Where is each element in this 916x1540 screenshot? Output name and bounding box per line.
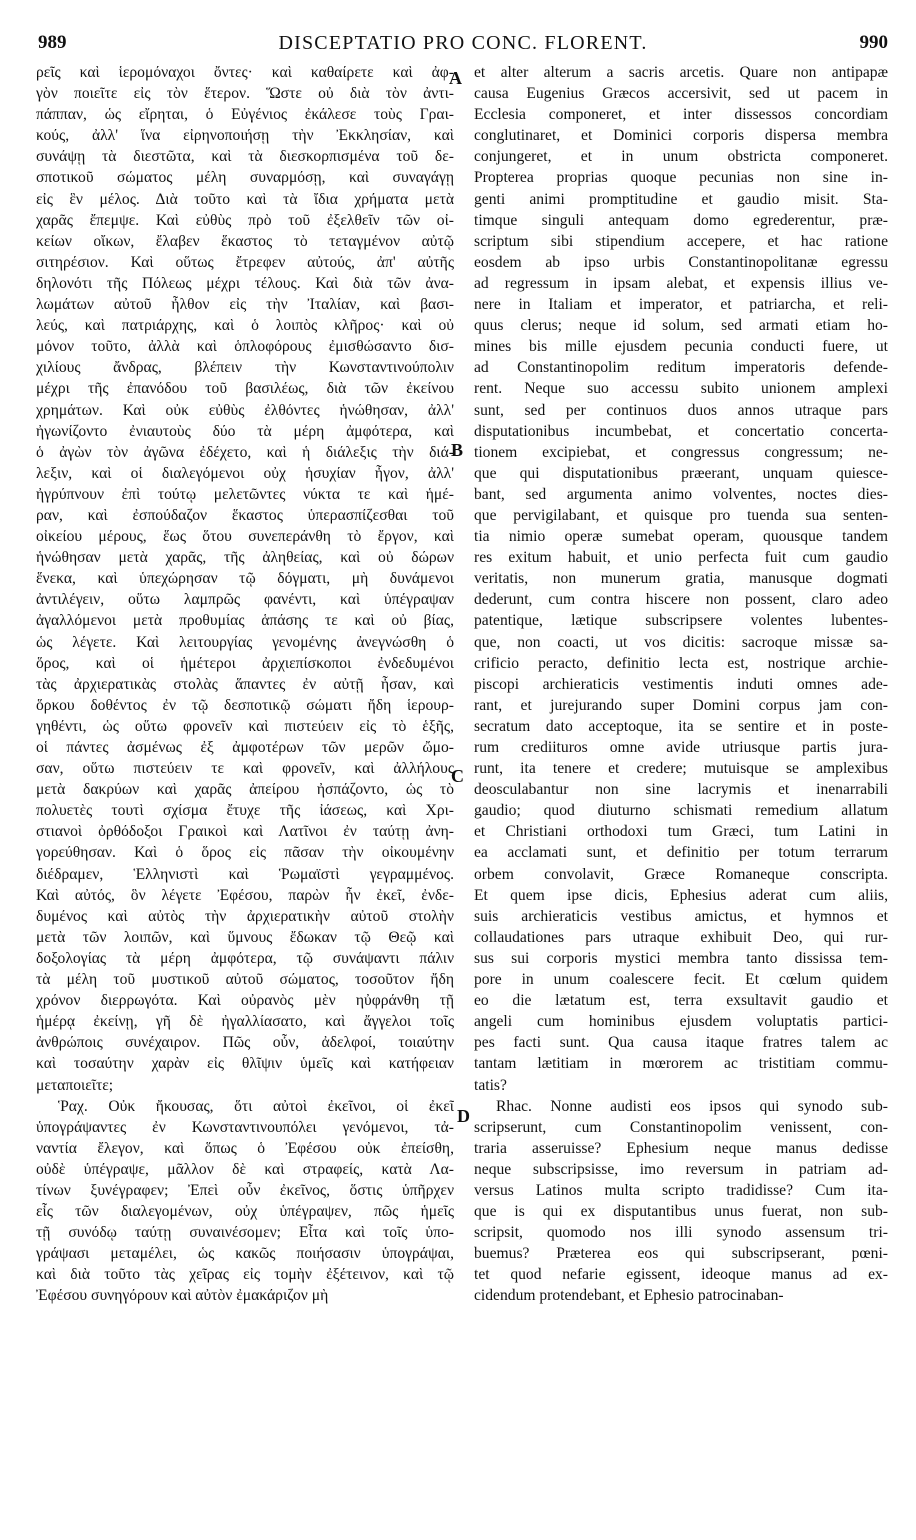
text-line: eo die lætatum est, terra exsultavit gaudio et [474, 992, 888, 1010]
text-line: tet quod nefarie egissent, ideoque manus ad ex- [474, 1266, 888, 1284]
text-line: pes facti sunt. Qua causa itaque fratres talem ac [474, 1034, 888, 1052]
text-line: conjungeret, et in unum obstricta componeret. [474, 148, 888, 166]
text-line: scripserunt, cum Constantinopolim venissent, con- [474, 1118, 888, 1136]
page-number-right: 990 [859, 32, 888, 53]
text-line: εἰς ἓν μέλος. Διὰ τοῦτο καὶ τὰ ἴδια χρήματα μετὰ [36, 190, 454, 208]
text-line: διέδραμεν, Ἑλληνιστὶ καὶ Ῥωμαϊστὶ γεγραμμένος. [36, 865, 454, 883]
text-line: μετὰ τῶν λοιπῶν, καὶ ὕμνους ἔδωκαν τῷ Θεῷ καὶ [36, 928, 454, 946]
page-number-left: 989 [38, 32, 67, 53]
text-line: κούς, ἀλλ' ἵνα εἰρηνοποιήσῃ τὴν Ἐκκλησίαν, καὶ [36, 127, 454, 145]
text-line: mines bis mille ejusdem pecunia conducti fuere, ut [474, 338, 888, 356]
text-line: καὶ διὰ τοῦτο τὰς χεῖρας εἰς τομὴν ἐξέτεινον, καὶ τῷ [36, 1266, 454, 1284]
text-line: Ῥαχ. Οὐκ ἤκουσας, ὅτι αὐτοὶ ἐκεῖνοι, οἱ ἐκεῖ [58, 1097, 454, 1115]
text-line: οἱ πάντες ἀσμένως ἐξ ἀμφοτέρων τῶν μερῶν ὤμο- [36, 739, 454, 756]
text-line: que pervigilabant, et quisque pro tuenda sua senten- [474, 506, 888, 524]
text-line: neque subscripsisse, imo reversum in patriam ad- [474, 1160, 888, 1178]
text-line: res exitum habuit, et unio perfecta fuit cum gaudio [474, 549, 888, 567]
text-line: nere in Italiam et imperator, et patriarcha, et reli- [474, 296, 888, 314]
text-line: que is qui ex disputantibus unus fuerat, non sub- [474, 1203, 888, 1221]
text-line: angeli cum hominibus ejusdem voluptatis partici- [474, 1013, 888, 1031]
text-line: ἠγρύπνουν ἐπὶ τούτῳ μελετῶντες νύκτα τε καὶ ἡμέ- [36, 485, 454, 503]
text-line: conglutinaret, et Dominici corporis dispersa membra [474, 127, 888, 145]
text-line: tatis? [474, 1076, 507, 1094]
text-line: Rhac. Nonne audisti eos ipsos qui synodo sub- [496, 1097, 888, 1115]
text-line: σποτικοῦ σώματος μέλη συναρμόσῃ, καὶ συναγάγῃ [36, 169, 454, 187]
text-line: ὁ ἀγὼν τὸν ἀγῶνα ἐδέχετο, καὶ ἡ διάλεξις τὴν διά- [36, 443, 454, 461]
text-line: disputationibus incumbebat, et concertatio concerta- [474, 422, 888, 440]
text-line: τῇ συνόδῳ ταύτῃ συναινέσομεν; Εἶτα καὶ τοῖς ὑπο- [36, 1224, 454, 1242]
text-line: que, non coacti, ut vos dicitis: sacroque missæ sa- [474, 633, 888, 651]
section-marker-b: B [451, 440, 464, 460]
text-line: πολυετὲς τουτὶ σχίσμα ἔτυχε τῆς ἰάσεως, καὶ Χρι- [36, 802, 454, 820]
text-line: buemus? Præterea eos qui subscripserant, pœni- [474, 1245, 888, 1263]
text-line: τὰς ἀρχιερατικὰς στολὰς ἅπαντες ἐν αὐτῇ ἦσαν, καὶ [36, 675, 454, 693]
text-line: ἀντιλέγειν, οὕτω λαμπρῶς φανέντι, καὶ ὑπέγραψαν [36, 591, 454, 609]
text-line: καὶ τοσαύτην χαρὰν εἰς θλῖψιν ὑμεῖς καὶ κατήφειαν [36, 1055, 454, 1073]
text-line: οἰκείου μέρους, ἕως ὅτου συνεπεράνθη τὸ ἔργον, καὶ [36, 528, 454, 546]
text-line: genti animi promptitudine et gaudio misit. Sta- [474, 190, 888, 208]
text-line: σαν, οὕτω πιστεύειν τε καὶ φρονεῖν, καὶ ἀλλήλους [36, 760, 454, 778]
text-line: ad Constantinopolim reditum imperatoris defende- [474, 359, 888, 377]
text-line: quus clerus; neque id solum, sed armati etiam ho- [474, 317, 888, 335]
text-line: scripsit, quomodo nos illi synodo assensum tri- [474, 1224, 888, 1242]
text-line: eosdem ab ipso urbis Constantinopolitanæ egressu [474, 253, 888, 271]
running-title: DISCEPTATIO PRO CONC. FLORENT. [278, 32, 648, 54]
text-line: versus Latinos multa scripto tradidisse? Cum ita- [474, 1181, 888, 1199]
text-line: ad regressum in ipsam alebat, et expensis illius ve- [474, 274, 888, 292]
text-line: Et quem ipse dicis, Ephesius aderat cum aliis, [474, 886, 888, 904]
section-marker-a: A [449, 68, 462, 88]
text-line: στιανοὶ ὀρθόδοξοι Γραικοὶ καὶ Λατῖνοι ἐν ταύτῃ ἀνη- [36, 823, 454, 841]
text-line: μέχρι τῆς ἐπανόδου τοῦ βασιλέως, διὰ τῶν ἐκείνου [36, 380, 454, 398]
text-line: δηλονότι τῆς Πόλεως μέχρι τέλους. Καὶ διὰ τῶν ἀνα- [36, 274, 454, 292]
text-line: tantam lætitiam in mœrorem ac tristitiam commu- [474, 1055, 888, 1073]
text-line: ὑπογράψαντες ἐν Κωνσταντινουπόλει γενόμενοι, τἀ- [36, 1118, 454, 1136]
text-line: rent. Neque suo accessu subito unionem amplexi [474, 380, 888, 398]
text-line: secratum dato acceptoque, ita se sentire et in poste- [474, 717, 888, 735]
text-line: ἡμέρᾳ ἐκείνῃ, γῆ δὲ ἠγαλλίασατο, καὶ ἄγγελοι τοῖς [36, 1013, 454, 1031]
text-line: dederunt, cum contra hiscere non possent, claro adeo [474, 591, 888, 609]
text-line: et Christiani orthodoxi tum Græci, tum Latini in [474, 823, 888, 841]
page-header [38, 32, 888, 54]
text-line: χαρᾶς ἔπεμψε. Καὶ εὐθὺς πρὸ τοῦ ἐξελθεῖν τῶν οἰ- [36, 211, 454, 229]
text-line: ὅρος, καὶ οἱ ἡμέτεροι ἀρχιεπίσκοποι ἐνδεδυμένοι [36, 654, 454, 672]
text-line: οὐδὲ ὑπέγραψε, μᾶλλον δὲ καὶ στραφείς, κατὰ Λα- [36, 1160, 454, 1178]
text-line: bant, sed argumenta animo volventes, noctes dies- [474, 485, 888, 503]
text-line: sus sui corporis mystici membra tanto dississa tem- [474, 949, 888, 967]
text-line: suis archieraticis vestibus amictus, et hymnos et [474, 907, 888, 925]
text-line: ea acclamati sunt, et definitio per totum terrarum [474, 844, 888, 862]
text-line: patentique, lætique subscripsere volentes lubentes- [474, 612, 888, 630]
text-line: κείων οἴκων, ἔλαβεν ἕκαστος τὸ τεταγμένον αὐτῷ [36, 232, 454, 250]
text-line: sunt, sed per continuos duos annos utraque pars [474, 401, 888, 419]
text-line: δυμένος καὶ αὐτὸς τὴν ἀρχιερατικὴν αὐτοῦ στολὴν [36, 907, 454, 925]
text-line: traria asseruisse? Ephesium neque manus dedisse [474, 1139, 888, 1157]
text-line: γὸν ποιεῖτε εἰς τὸν ἕτερον. Ὥστε οὐ διὰ τὸν ἀντι- [36, 85, 454, 103]
text-line: ἀνθρώποις συνέχαιρον. Πῶς οὖν, ἀδελφοί, τοιαύτην [36, 1034, 454, 1052]
text-line: σιτηρέσιον. Καὶ οὕτως ἔτρεφεν αὐτούς, ἀπ' αὐτῆς [36, 253, 454, 271]
text-line: deosculabantur non sine lacrymis et inenarrabili [474, 781, 888, 799]
text-line: ρεῖς καὶ ἱερομόναχοι ὄντες· καὶ καθαίρετε καὶ ἀφ- [36, 64, 454, 81]
text-line: γορεύθησαν. Καὶ ὁ ὅρος εἰς πᾶσαν τὴν οἰκουμένην [36, 844, 454, 862]
text-line: timque singuli antequam domo egrederentur, præ- [474, 211, 888, 229]
text-line: gaudio; quod diuturno schismati remedium allatum [474, 802, 888, 820]
text-line: λωμάτων αὐτοῦ ἦλθον εἰς τὴν Ἰταλίαν, καὶ βασι- [36, 296, 454, 314]
text-line: ναντία ἔλεγον, καὶ ὅπως ὁ Ἐφέσου οὐκ ἐπείσθη, [36, 1139, 454, 1157]
text-line: χρόνον διερρωγότα. Καὶ οὐρανὸς μὲν ηὐφράνθη τῇ [36, 992, 454, 1010]
section-marker-c: C [451, 766, 464, 786]
text-line: λεξιν, καὶ οἱ διαλεγόμενοι οὐχ ἡσυχίαν ἦγον, ἀλλ' [36, 464, 454, 482]
text-line: δοξολογίας τὰ μέρη ἀμφότερα, τῷ συνάψαντι πάλιν [36, 949, 454, 967]
text-line: veritatis, non munerum gratia, manusque dogmati [474, 570, 888, 588]
latin-column [474, 62, 888, 1307]
text-line: τίνων ξυνέγραφεν; Ἐπεὶ οὖν ἐκεῖνος, ὅστις ὑπῆρχεν [36, 1181, 454, 1199]
text-line: ἀγαλλόμενοι μετὰ προθυμίας ἁπάσης τε καὶ οὐ βίας, [36, 612, 454, 630]
text-line: orbem convolavit, Græce Romaneque conscripta. [474, 865, 888, 883]
text-line: πάππαν, ὡς εἴρηται, ὁ Εὐγένιος ἐκάλεσε τοὺς Γραι- [36, 106, 454, 124]
text-line: γηθέντι, ὡς οὕτω φρονεῖν καὶ πιστεύειν εἰς τὸ ἑξῆς, [36, 717, 454, 735]
text-line: λεύς, καὶ πατριάρχης, καὶ ὁ λοιπὸς κλῆρος· καὶ οὐ [36, 317, 454, 335]
text-line: rum crediituros omne avide utriusque partis jura- [474, 739, 888, 756]
text-line: Καὶ αὐτός, ὃν λέγετε Ἐφέσου, παρὼν ἦν ἐκεῖ, ἐνδε- [36, 886, 454, 904]
section-marker-d: D [457, 1106, 470, 1126]
text-line: μεταποιεῖτε; [36, 1076, 114, 1094]
text-line: ἡνώθησαν μετὰ χαρᾶς, τῆς ἀληθείας, καὶ οὐ δώρων [36, 549, 454, 567]
text-line: ἠγωνίζοντο ἐνιαυτοὺς δύο τὰ μέρη ἀμφότερα, καὶ [36, 422, 454, 440]
text-line: que qui disputationibus præerant, unquam quiesce- [474, 464, 888, 482]
text-line: et alter alterum a sacris arcetis. Quare non antipapæ [474, 64, 888, 81]
text-line: μόνον τοῦτο, ἀλλὰ καὶ ὁπλοφόρους ἐμισθώσαντο δισ- [36, 338, 454, 356]
text-line: Ἐφέσου συνηγόρουν καὶ αὐτὸν ἐμακάριζον μὴ [36, 1287, 329, 1305]
text-line: collaudationes pars utraque exhibuit Deo, qui rur- [474, 928, 888, 946]
text-line: tionem excipiebat, et congressus congressum; ne- [474, 443, 888, 461]
text-line: ραν, καὶ ἐσπούδαζον ἕκαστος ὑπερασπίζεσθαι τοῦ [36, 506, 454, 524]
text-line: cidendum protendebant, et Ephesio patrocinaban- [474, 1287, 784, 1305]
text-line: rant, et jurejurando super Domini corpus jam con- [474, 696, 888, 714]
text-line: χρημάτων. Καὶ οὐκ εὐθὺς ἐλθόντες ἡνώθησαν, ἀλλ' [36, 401, 454, 419]
text-line: ὅρκου δοθέντος ἐν τῷ δεσποτικῷ σώματι ἤδη ἱερουρ- [36, 696, 454, 714]
text-line: Propterea proprias quoque pecunias non sine in- [474, 169, 888, 187]
text-line: runt, ita tenere et credere; mutuisque se amplexibus [474, 760, 888, 778]
text-line: χιλίους ἄνδρας, βλέπειν τὴν Κωνσταντινούπολιν [36, 359, 454, 377]
text-line: εἷς τῶν διαλεγομένων, οὐχ ὑπέγραψεν, πῶς ἡμεῖς [36, 1203, 454, 1221]
text-line: τὰ μέλη τοῦ μυστικοῦ αὐτοῦ σώματος, τοσοῦτον ἤδη [36, 971, 454, 989]
text-line: crificio peracto, definitio lecta est, nostrique archie- [474, 654, 888, 672]
text-line: scriptum sibi stipendium accepere, et hac ratione [474, 232, 888, 250]
text-line: γράψασι μεταμέλει, ὡς κακῶς ποιήσασιν ὑπογράψαι, [36, 1245, 454, 1263]
text-line: tia nimio operæ sumebat operam, quousque tandem [474, 528, 888, 546]
text-line: pore in unum coalescere fecit. Et cœlum quidem [474, 971, 888, 989]
text-line: causa Eugenius Græcos accersivit, sed ut pacem in [474, 85, 888, 103]
text-line: μετὰ δακρύων καὶ χαρᾶς ἀπείρου ἠσπάζοντο, ὡς τὸ [36, 781, 454, 799]
text-line: ὡς λέγετε. Καὶ λειτουργίας γενομένης ἀνεγνώσθη ὁ [36, 633, 454, 651]
greek-column [36, 62, 454, 1307]
text-line: ἕνεκα, καὶ ὑπεχώρησαν τῷ δόγματι, μὴ δυνάμενοι [36, 570, 454, 588]
text-line: Ecclesia componeret, et inter dissessos concordiam [474, 106, 888, 124]
text-line: piscopi archieraticis vestimentis induti omnes ade- [474, 675, 888, 693]
text-line: συνάψῃ τὰ διεστῶτα, καὶ τὰ διεσκορπισμένα τοῦ δε- [36, 148, 454, 166]
